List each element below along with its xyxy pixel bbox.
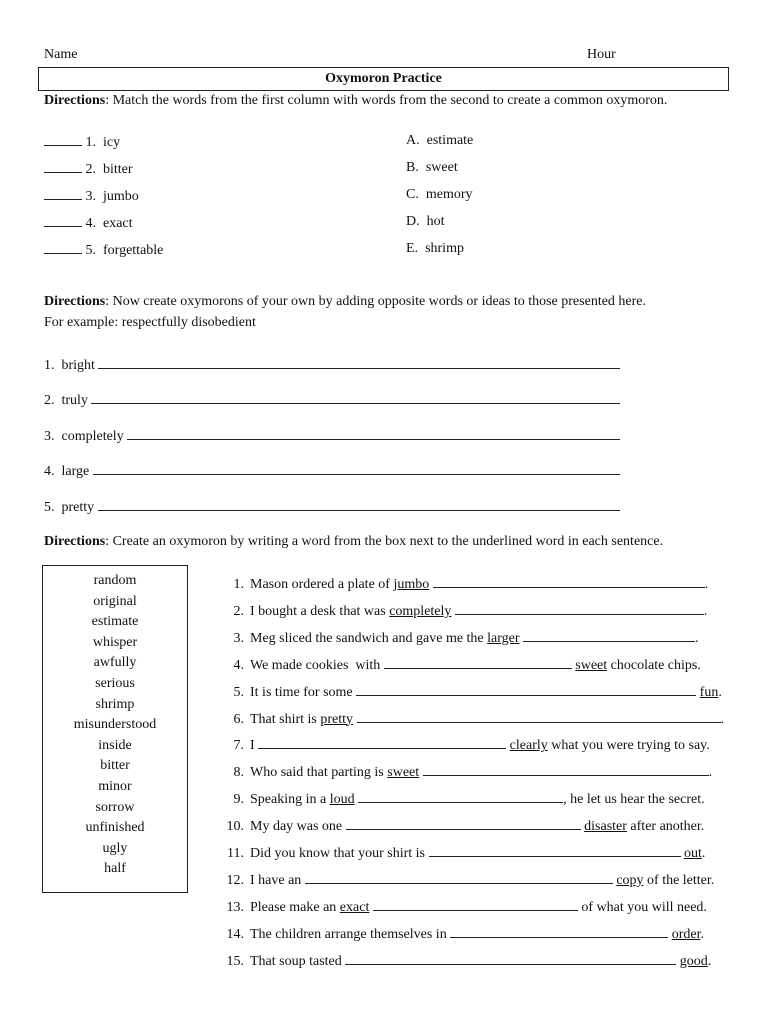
sentence-answer-blank[interactable] [356, 683, 696, 696]
match-item [44, 214, 133, 232]
sentence-after: chocolate chips. [610, 657, 701, 673]
sentence-answer-blank[interactable] [357, 710, 721, 723]
sentence-before: Mason ordered a plate of [250, 577, 394, 592]
create-answer-blank[interactable] [127, 427, 620, 440]
sentence-number: 6. [233, 711, 244, 727]
sentence-before: That soup tasted [250, 953, 346, 969]
create-item [44, 462, 620, 480]
word-box-item: original [93, 593, 137, 609]
directions-3 [44, 534, 663, 550]
sentence-before: Did you know that your shirt is [250, 846, 429, 861]
sentence-row [222, 602, 732, 620]
item-word: jumbo [103, 189, 139, 204]
sentence-row [222, 898, 732, 916]
create-answer-blank[interactable] [93, 462, 620, 475]
sentence-before: I bought a desk that was [250, 603, 390, 619]
sentence-row [222, 763, 732, 781]
underlined-word: pretty [320, 711, 354, 727]
sentence-before: I have an [250, 872, 305, 888]
sentence-before: We made cookies with [250, 657, 384, 673]
sentence-number: 8. [233, 765, 244, 781]
underlined-word: exact [339, 899, 370, 915]
sentence-number: 15. [226, 953, 244, 969]
sentence-answer-blank[interactable] [455, 602, 704, 615]
create-item [44, 391, 620, 409]
word-box-item: ugly [102, 840, 128, 856]
word-box-item: minor [98, 778, 132, 794]
sentence-after: . [720, 711, 725, 727]
create-label: 2. truly [44, 393, 92, 408]
match-option [406, 187, 473, 203]
sentence-row [222, 736, 732, 754]
item-number: 5. [82, 243, 103, 258]
sentence-answer-blank[interactable] [305, 871, 613, 884]
sentence-before: Please make an [250, 899, 340, 915]
sentence-before: That shirt is [250, 711, 321, 727]
sentence-before: Speaking in a [250, 792, 330, 808]
sentence-answer-blank[interactable] [373, 898, 578, 911]
word-box-item: sorrow [95, 799, 135, 815]
sentence-number: 11. [227, 846, 244, 861]
underlined-word: clearly [509, 738, 548, 754]
match-option [406, 241, 464, 257]
directions-label: Directions [44, 93, 106, 108]
underlined-word: loud [329, 792, 355, 808]
option-word: memory [425, 187, 473, 202]
sentence-after: . [704, 577, 709, 592]
underlined-word: completely [389, 603, 452, 619]
option-letter: D. [406, 214, 427, 229]
word-box-item: serious [95, 675, 135, 691]
match-answer-blank[interactable] [44, 160, 82, 173]
option-word: hot [426, 214, 445, 229]
sentence-after: , he let us hear the secret. [563, 792, 705, 808]
match-item [44, 133, 120, 151]
create-item [44, 427, 620, 445]
create-answer-blank[interactable] [98, 356, 620, 369]
underlined-word: fun [699, 684, 719, 700]
sentence-after: . [703, 603, 708, 619]
sentence-number: 14. [226, 926, 244, 942]
underlined-word: larger [487, 630, 520, 646]
sentence-number: 13. [226, 899, 244, 915]
sentence-number: 4. [233, 657, 244, 673]
sentence-number: 12. [226, 872, 244, 888]
match-item [44, 241, 163, 259]
directions-text: : Create an oxymoron by writing a word from the box next to the underlined word in each sentence. [105, 534, 664, 549]
word-box-item: random [93, 573, 137, 588]
directions-1 [44, 93, 667, 109]
create-label: 3. completely [44, 429, 128, 444]
page-title: Oxymoron Practice [325, 71, 442, 86]
option-word: estimate [426, 133, 474, 148]
sentence-row [222, 710, 732, 728]
item-word: icy [103, 135, 121, 150]
sentence-row [222, 629, 732, 647]
sentence-after: . [708, 765, 713, 781]
word-box-item: bitter [100, 758, 130, 774]
match-answer-blank[interactable] [44, 133, 82, 146]
hour-label: Hour [587, 47, 616, 62]
sentence-row [222, 575, 732, 593]
sentence-after: what you were trying to say. [551, 738, 710, 754]
directions-label: Directions [44, 294, 106, 309]
item-number: 4. [82, 216, 103, 231]
directions-2 [44, 294, 646, 310]
name-label: Name [44, 47, 78, 62]
match-option [406, 214, 445, 230]
directions-text: : Match the words from the first column with words from the second to create a common oxymoron. [105, 93, 668, 108]
underlined-word: copy [616, 872, 644, 888]
word-box-item: awfully [93, 655, 137, 671]
match-answer-blank[interactable] [44, 241, 82, 254]
title-box [38, 67, 729, 91]
sentence-answer-blank[interactable] [384, 656, 572, 669]
option-letter: A. [406, 133, 427, 148]
sentence-after: . [700, 926, 704, 942]
example-text: For example: respectfully disobedient [44, 315, 256, 330]
sentence-number: 3. [233, 630, 244, 646]
create-item [44, 356, 620, 374]
sentence-answer-blank[interactable] [345, 952, 676, 965]
word-box-item: inside [98, 737, 132, 753]
sentence-row [222, 952, 732, 970]
option-word: shrimp [425, 241, 464, 256]
underlined-word: sweet [575, 657, 608, 673]
sentence-row [222, 925, 732, 943]
sentence-answer-blank[interactable] [358, 790, 563, 803]
word-box-item: half [104, 861, 126, 877]
word-box-item: whisper [92, 634, 138, 650]
item-number: 2. [82, 162, 103, 177]
sentence-after: . [695, 630, 699, 646]
sentence-after: . [718, 684, 722, 700]
sentence-answer-blank[interactable] [429, 844, 681, 857]
item-number: 1. [82, 135, 103, 150]
create-label: 1. bright [44, 358, 99, 373]
match-item [44, 160, 133, 178]
sentence-answer-blank[interactable] [258, 736, 506, 749]
sentence-after: . [701, 846, 706, 861]
sentence-row [222, 790, 732, 808]
match-item [44, 187, 139, 205]
item-word: exact [103, 216, 133, 231]
sentence-row [222, 871, 732, 889]
word-box-item: unfinished [85, 820, 145, 836]
underlined-word: disaster [584, 819, 627, 835]
underlined-word: good [679, 953, 708, 969]
underlined-word: sweet [387, 765, 420, 781]
create-label: 4. large [44, 464, 93, 479]
sentence-row [222, 817, 732, 835]
sentence-number: 5. [233, 684, 244, 700]
match-option [406, 133, 473, 149]
sentence-row [222, 656, 732, 674]
word-box-item: estimate [91, 614, 139, 630]
create-item [44, 498, 620, 516]
sentence-before: Who said that parting is [250, 765, 388, 781]
option-letter: B. [406, 160, 426, 175]
option-letter: C. [406, 187, 426, 202]
item-word: forgettable [103, 243, 164, 258]
sentence-number: 2. [233, 603, 244, 619]
sentence-row [222, 683, 732, 701]
sentence-answer-blank[interactable] [523, 629, 695, 642]
sentence-before: I [250, 738, 259, 754]
sentence-after: after another. [630, 819, 705, 835]
sentence-before: Meg sliced the sandwich and gave me the [250, 630, 488, 646]
match-option [406, 160, 458, 176]
sentence-number: 1. [233, 577, 244, 592]
sentence-before: It is time for some [250, 684, 357, 700]
sentence-before: The children arrange themselves in [250, 926, 451, 942]
sentence-answer-blank[interactable] [423, 763, 709, 776]
sentence-row [222, 844, 732, 862]
directions-label: Directions [44, 534, 106, 549]
underlined-word: jumbo [393, 577, 430, 592]
sentence-after: of the letter. [647, 872, 715, 888]
sentence-after: . [707, 953, 712, 969]
item-word: bitter [103, 162, 133, 177]
word-box-item: shrimp [95, 696, 135, 712]
option-letter: E. [406, 241, 426, 256]
sentence-number: 10. [226, 819, 244, 835]
underlined-word: out [684, 846, 702, 861]
underlined-word: order [671, 926, 701, 942]
sentence-answer-blank[interactable] [346, 817, 581, 830]
sentence-answer-blank[interactable] [450, 925, 668, 938]
create-answer-blank[interactable] [91, 391, 620, 404]
item-number: 3. [82, 189, 103, 204]
directions-text: : Now create oxymorons of your own by adding opposite words or ideas to those presented here. [105, 294, 647, 309]
word-box-item: misunderstood [73, 717, 157, 733]
sentence-number: 7. [233, 738, 244, 754]
match-answer-blank[interactable] [44, 187, 82, 200]
create-answer-blank[interactable] [98, 498, 620, 511]
sentence-number: 9. [233, 792, 244, 808]
match-answer-blank[interactable] [44, 214, 82, 227]
word-box [42, 565, 188, 893]
create-label: 5. pretty [44, 500, 98, 515]
sentence-after: of what you will need. [581, 899, 707, 915]
sentence-before: My day was one [250, 819, 346, 835]
sentence-answer-blank[interactable] [433, 575, 705, 588]
option-word: sweet [425, 160, 458, 175]
